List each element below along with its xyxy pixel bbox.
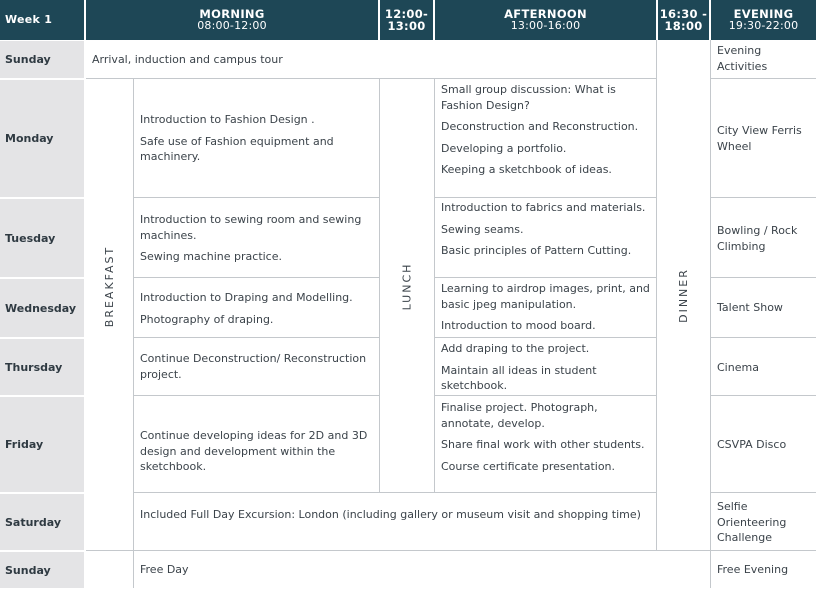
friday-evening: CSVPA Disco [717,438,787,451]
wednesday-evening: Talent Show [717,301,783,314]
thursday-afternoon [435,341,656,394]
list-item: Keeping a sketchbook of ideas. [441,163,612,176]
day-label: Monday [0,80,84,197]
day-label: Friday [0,397,84,492]
list-item: Introduction to sewing room and sewing machines. [140,213,362,242]
dinner-time-end: 18:00 [664,19,703,33]
day-label: Wednesday [0,279,84,337]
sunday-evening-activity: Evening Activities [717,44,768,73]
afternoon-title: AFTERNOON [504,7,587,21]
saturday-evening: Selfie Orienteering Challenge [717,500,787,544]
list-item: Basic principles of Pattern Cutting. [441,244,632,257]
list-item: Small group discussion: What is Fashion Design? [441,83,616,112]
day-label: Tuesday [0,199,84,277]
header-week [0,0,84,40]
morning-title: MORNING [199,7,265,21]
day-label: Saturday [0,494,84,550]
list-item: Continue Deconstruction/ Reconstruction project. [140,352,367,381]
morning-time: 08:00-12:00 [197,19,267,32]
list-item: Introduction to mood board. [441,319,596,332]
saturday-activity: Included Full Day Excursion: London (including gallery or museum visit and shopping time) [140,508,641,521]
dinner-label: DINNER [677,268,691,323]
list-item: Developing a portfolio. [441,141,567,155]
list-item: Introduction to Fashion Design . [140,113,315,126]
afternoon-time: 13:00-16:00 [510,19,581,32]
header-evening [711,0,816,40]
day-label: Sunday [0,552,84,588]
thursday-morning [134,351,379,382]
evening-time: 19:30-22:00 [728,19,799,32]
list-item: Finalise project. Photograph, annotate, develop. [441,401,598,430]
day-label: Thursday [0,339,84,395]
list-item: Share final work with other students. [441,438,645,451]
list-item: Deconstruction and Reconstruction. [441,120,639,133]
dinner-time-start: 16:30 - [659,7,708,21]
friday-afternoon [435,400,656,474]
monday-morning [134,112,379,165]
list-item: Course certificate presentation. [441,459,616,473]
monday-evening: City View Ferris Wheel [717,124,802,153]
list-item: Introduction to Draping and Modelling. [140,291,353,304]
wednesday-morning [134,290,379,327]
list-item: Photography of draping. [140,312,274,326]
day-label: Sunday [0,41,84,78]
header-lunch-time [380,0,433,40]
sunday-arrival-activity: Arrival, induction and campus tour [92,52,283,66]
sunday-free-evening: Free Evening [717,563,789,576]
list-item: Introduction to fabrics and materials. [441,201,646,214]
header-morning [86,0,378,40]
lunch-label: LUNCH [400,262,414,310]
lunch-time-end: 13:00 [387,19,426,33]
tuesday-morning [134,212,379,265]
list-item: Continue developing ideas for 2D and 3D design and development within the sketchbook. [140,429,368,473]
list-item: Sewing machine practice. [140,250,282,263]
breakfast-label: BREAKFAST [103,245,117,327]
header-afternoon [435,0,656,40]
list-item: Safe use of Fashion equipment and machinery. [140,134,334,163]
header-dinner-time [658,0,709,40]
tuesday-evening: Bowling / Rock Climbing [717,224,798,253]
monday-afternoon [435,82,656,178]
list-item: Add draping to the project. [441,342,590,355]
sunday-free-activity: Free Day [140,563,189,576]
list-item: Sewing seams. [441,222,524,236]
thursday-evening: Cinema [717,361,759,374]
friday-morning [134,428,379,475]
wednesday-afternoon [435,281,656,334]
tuesday-afternoon [435,200,656,259]
evening-title: EVENING [733,7,794,21]
lunch-time-start: 12:00- [384,7,429,21]
list-item: Maintain all ideas in student sketchbook. [441,363,597,392]
week-label: Week 1 [5,13,53,26]
list-item: Learning to airdrop images, print, and basic jpeg manipulation. [441,282,650,311]
